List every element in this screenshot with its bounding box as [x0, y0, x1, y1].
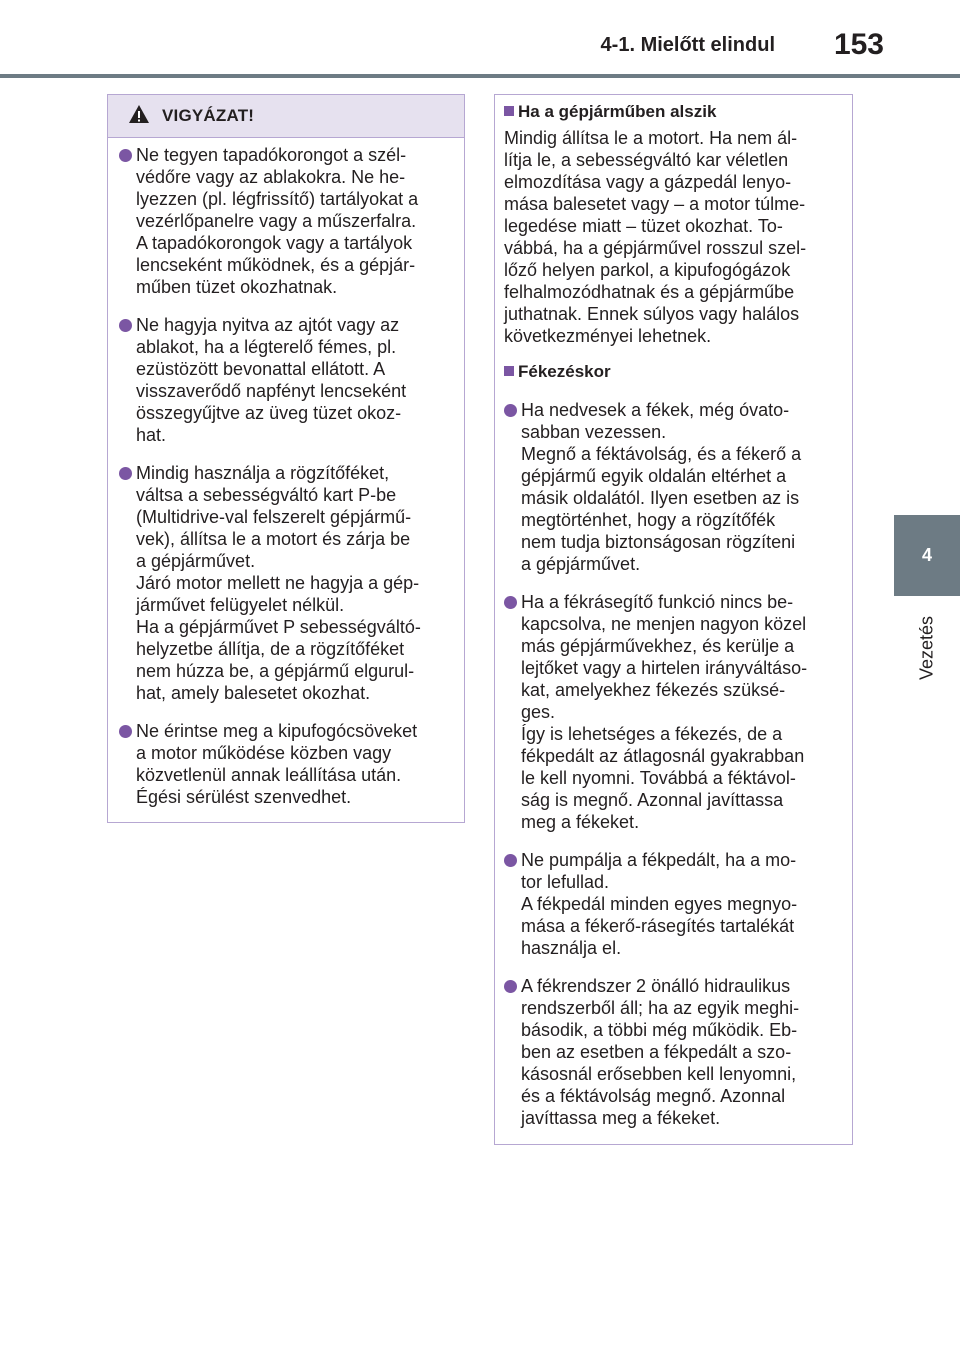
list-item	[504, 399, 842, 575]
list-item	[119, 144, 452, 298]
bullet-icon	[119, 467, 132, 480]
page-number: 153	[833, 28, 884, 61]
warning-triangle-icon	[128, 104, 150, 129]
page-header	[0, 0, 960, 80]
square-bullet-icon	[504, 106, 514, 116]
list-item-text: Mindig használja a rögzítőféket, váltsa a sebességváltó kart P-be (Multidrive-val felszerelt gépjármű- vek), állítsa le a motort és zárja be a gépjárművet. Járó motor mellett ne hagyja a gép- járművet felügyelet nélkül. Ha a gépjárművet P sebességváltó- helyzetbe állítja, de a rögzítőféket nem húzza be, a gépjármű elgurul- hat, amely balesetet okozhat.	[136, 463, 421, 703]
list-item	[119, 720, 452, 808]
info-box	[494, 94, 853, 1145]
chapter-tab	[894, 515, 960, 596]
chapter-number: 4	[921, 545, 932, 565]
bullet-icon	[504, 854, 517, 867]
bullet-icon	[504, 980, 517, 993]
warning-header	[108, 95, 464, 138]
list-item-text: Ha a fékrásegítő funkció nincs be- kapcsolva, ne menjen nagyon közel más gépjárművekhez, és kerülje a lejtőket vagy a hirtelen irányváltáso- kat, amelyekhez fékezés szüksé- ges. Így is lehetséges a fékezés, de a fékpedált az átlagosnál gyakrabban le kell nyomni. Továbbá a féktávol- ság is megnő. Azonnal javíttassa meg a fékeket.	[521, 592, 808, 832]
header-rule	[0, 74, 960, 78]
warning-box	[107, 94, 465, 823]
bullet-icon	[119, 725, 132, 738]
sleeping-heading: Ha a gépjárműben alszik	[518, 102, 717, 121]
list-item-text: Ne pumpálja a fékpedált, ha a mo- tor lefullad. A fékpedál minden egyes megnyo- mása a fékerő-rásegítés tartalékát használja el.	[521, 850, 798, 958]
warning-list	[108, 138, 464, 808]
chapter-label: Vezetés	[916, 615, 937, 681]
list-item-text: A fékrendszer 2 önálló hidraulikus rendszerből áll; ha az egyik meghi- básodik, a többi még működik. Eb- ben az esetben a fékpedált a szo- kásosnál erősebben kell lenyomni, és a féktávolság megnő. Azonnal javíttassa meg a fékeket.	[521, 976, 800, 1128]
list-item	[119, 314, 452, 446]
list-item	[504, 975, 842, 1129]
square-bullet-icon	[504, 366, 514, 376]
bullet-icon	[504, 404, 517, 417]
section-heading	[504, 361, 842, 383]
bullet-icon	[504, 596, 517, 609]
sleeping-text: Mindig állítsa le a motort. Ha nem ál- lítja le, a sebességváltó kar véletlen elmozdítása vagy a gázpedál lenyo- mása balesetet vagy – a motor túlme- legedése miatt – tüzet okozhat. To- vábbá, ha a gépjárművel rosszul szel- lőző helyen parkol, a kipufogógázok felhalmozódhatnak és a gépjárműbe juthatnak. Ennek súlyos vagy halálos következményei lehetnek.	[504, 128, 807, 346]
list-item-text: Ne tegyen tapadókorongot a szél- védőre vagy az ablakokra. Ne he- lyezzen (pl. légfrissítő) tartályokat a vezérlőpanelre vagy a műszerfalra. A tapadókorongok vagy a tartályok lencseként működnek, és a gépjár- műben tüzet okozhatnak.	[136, 145, 419, 297]
section-heading	[504, 101, 842, 123]
list-item	[504, 849, 842, 959]
bullet-icon	[119, 149, 132, 162]
info-content	[495, 95, 852, 1129]
list-item-text: Ne hagyja nyitva az ajtót vagy az ablakot, ha a légterelő fémes, pl. ezüstözött bevonattal ellátott. A visszaverődő napfényt lencseként összegyűjtve az üveg tüzet okoz- hat.	[136, 315, 407, 445]
warning-title: VIGYÁZAT!	[162, 106, 255, 125]
braking-heading: Fékezéskor	[518, 362, 611, 381]
section-title: 4-1. Mielőtt elindul	[600, 34, 775, 56]
list-item-text: Ne érintse meg a kipufogócsöveket a motor működése közben vagy közvetlenül annak leállítása után. Égési sérülést szenvedhet.	[136, 721, 418, 807]
list-item	[119, 462, 452, 704]
list-item-text: Ha nedvesek a fékek, még óvato- sabban vezessen. Megnő a féktávolság, és a fékerő a gépjármű egyik oldalán eltérhet a másik oldalától. Ilyen esetben az is megtörténhet, hogy a rögzítőfék nem tudja biztonságosan rögzíteni a gépjárművet.	[521, 400, 802, 574]
list-item	[504, 591, 842, 833]
bullet-icon	[119, 319, 132, 332]
